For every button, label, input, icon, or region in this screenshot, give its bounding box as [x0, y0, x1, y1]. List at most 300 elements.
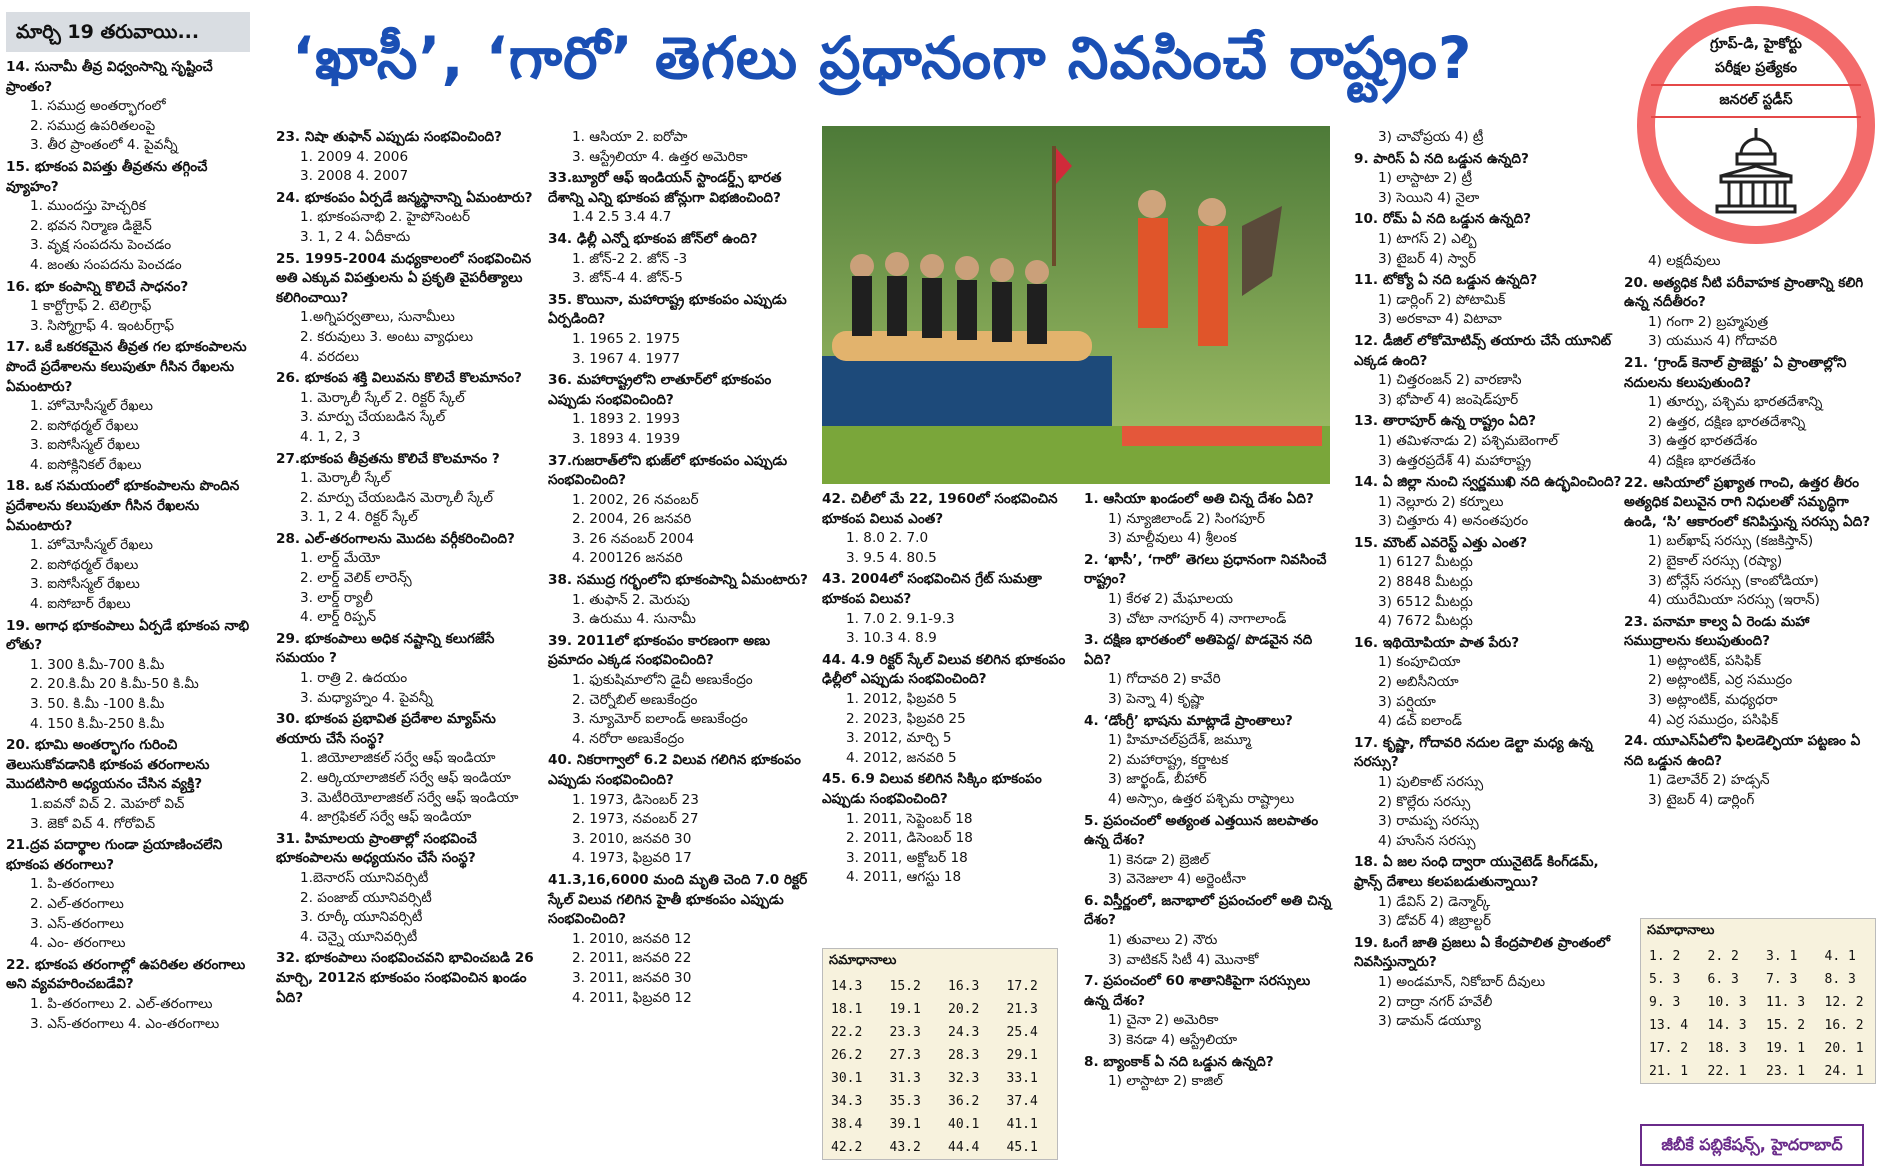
option-text: 3) మాల్దీవులు 4) శ్రీలంక	[1108, 530, 1237, 547]
option-text: 2. ఐసోథర్మల్ రేఖలు	[30, 556, 139, 573]
question-text: 43. 2004లో సంభవించిన గ్రేట్ సుమత్రా భూకంప విలువ?	[822, 571, 1042, 607]
option-text: 3) పర్షియా	[1378, 693, 1436, 710]
option-text: 2. 20.కి.మీ 20 కి.మీ-50 కి.మీ	[30, 676, 199, 693]
question-text: 14. ఏ జిల్లా నుంచి స్వర్ణముఖి నది ఉద్భవించింది?	[1354, 474, 1622, 491]
option-text: 1. 7.0 2. 9.1-9.3	[846, 610, 955, 627]
question-text: 20. భూమి అంతర్భాగం గురించి తెలుసుకోవడానికి భూకంప తరంగాలను మొదటిసారి అధ్యయనం చేసిన వ్యక్తి?	[6, 737, 210, 793]
option-text: 4. నరోరా అణుకేంద్రం	[572, 730, 685, 747]
option-text: 2. 2011, జనవరి 22	[572, 950, 692, 967]
question-text: 19. ఓంగే జాతి ప్రజలు ఏ కేంద్రపాలిత ప్రాంతంలో నివసిస్తున్నారు?	[1354, 934, 1611, 971]
option-text: 1. 2009 4. 2006	[300, 148, 409, 165]
option-text: 2. ఆర్కియాలాజికల్ సర్వే ఆఫ్ ఇండియా	[300, 770, 511, 786]
answer-cell: 7. 3	[1766, 972, 1798, 987]
option-text: 1) టాగస్ 2) ఎల్బి	[1378, 230, 1477, 247]
option-text: 1.అగ్నిపర్వతాలు, సునామీలు	[300, 309, 455, 326]
option-text: 3) చోటా నాగపూర్ 4) నాగాలాండ్	[1108, 610, 1287, 627]
option-text: 2. సముద్ర ఉపరితలంపై	[30, 117, 156, 134]
option-text: 4. 200126 జనవరి	[572, 550, 683, 567]
answers-box-left	[822, 948, 1058, 1160]
answer-row	[1641, 991, 1875, 1014]
question-text: 18. ఒక సమయంలో భూకంపాలను పొందిన ప్రదేశాలను కలుపుతూ గీసిన రేఖలను ఏమంటారు?	[6, 478, 240, 534]
question-text: 44. 4.9 రిక్టర్ స్కేల్ విలువ కలిగిన భూకంపం ఢిల్లీలో ఎప్పుడు సంభవించింది?	[822, 651, 1066, 688]
question-text: 21.ద్రవ పదార్థాల గుండా ప్రయాణించలేని భూకంప తరంగాలు?	[6, 837, 223, 873]
question-item	[6, 956, 250, 1034]
answer-row	[1641, 1014, 1875, 1037]
question-item	[6, 736, 250, 834]
answer-row	[823, 1136, 1057, 1159]
question-item	[1084, 1053, 1334, 1092]
question-item	[1354, 534, 1630, 632]
question-item	[1354, 934, 1630, 1032]
option-text: 3) డోవర్ 4) జిబ్రాల్టర్	[1378, 913, 1491, 930]
answer-cell: 20. 1	[1824, 1041, 1864, 1056]
answer-cell: 17. 2	[1649, 1041, 1689, 1056]
question-item	[822, 770, 1072, 888]
option-text: 3. 2011, జనవరి 30	[572, 969, 692, 986]
question-item	[6, 278, 250, 337]
option-text: 1.బెనారస్ యూనివర్సిటీ	[300, 869, 429, 886]
option-text: 3. ఐసోసీస్మల్ రేఖలు	[30, 576, 140, 593]
answer-cell: 21.3	[1006, 1002, 1038, 1017]
option-text: 2. లార్డ్ వెలిక్ లారెన్స్	[300, 570, 412, 587]
option-text: 3. 50. కి.మీ -100 కి.మీ	[30, 696, 165, 712]
answer-cell: 28.3	[948, 1048, 980, 1063]
answer-cell: 44.4	[948, 1140, 980, 1155]
option-text: 3. ఎస్-తరంగాలు	[30, 915, 124, 932]
question-item	[1084, 972, 1334, 1050]
column-2	[276, 126, 538, 1008]
option-text: 3) జార్ఖండ్, బీహార్	[1108, 771, 1207, 788]
answer-cell: 45.1	[1006, 1140, 1038, 1155]
option-text: 1) డెలావేర్ 2) హడ్సన్	[1648, 772, 1770, 789]
answer-cell: 16. 2	[1824, 1018, 1864, 1033]
question-text: 15. భూకంప విపత్తు తీవ్రతను తగ్గించే వ్యూహం?	[6, 158, 208, 195]
option-text: 1) చైనా 2) అమెరికా	[1108, 1012, 1219, 1029]
question-text: 6. విస్తీర్ణంలో, జనాభాలో ప్రపంచంలో అతి చిన్న దేశం?	[1084, 892, 1332, 929]
option-text: 1) లాస్టాటా 2) కాజిల్	[1108, 1073, 1223, 1090]
question-text: 23. పనామా కాల్వ ఏ రెండు మహా సముద్రాలను కలుపుతుంది?	[1624, 613, 1810, 650]
answer-cell: 9. 3	[1649, 995, 1681, 1010]
question-text: 34. ఢిల్లీ ఎన్నో భూకంప జోన్‌లో ఉంది?	[548, 230, 758, 247]
answer-cell: 18.1	[831, 1002, 863, 1017]
question-text: 25. 1995-2004 మధ్యకాలంలో సంభవించిన అతి ఎక్కువ విపత్తులను ఏ ప్రకృతి వైపరీత్యాలు కలిగించాయి?	[276, 250, 532, 306]
answer-cell: 34.3	[831, 1094, 863, 1109]
answer-cell: 6. 3	[1707, 972, 1739, 987]
option-text: 1) పులికాట్ సరస్సు	[1378, 774, 1484, 790]
answer-row	[823, 1044, 1057, 1067]
question-item	[548, 871, 814, 1008]
option-text: 1. మెర్కాలీ స్కేల్ 2. రిక్టర్ స్కేల్	[300, 389, 465, 406]
question-item	[822, 570, 1072, 648]
answers-title: సమాధానాలు	[1647, 923, 1715, 938]
option-text: 4) అస్సాం, ఉత్తర పశ్చిమ రాష్ట్రాలు	[1108, 790, 1295, 807]
capitol-building-icon	[1713, 124, 1799, 220]
option-text: 1. హోమోసీస్మల్ రేఖలు	[30, 537, 153, 554]
option-text: 1. 2002, 26 నవంబర్	[572, 491, 699, 508]
answer-cell: 43.2	[889, 1140, 921, 1155]
answer-cell: 23. 1	[1766, 1064, 1806, 1079]
answer-row	[823, 1021, 1057, 1044]
option-text: 3) కెనడా 4) ఆస్ట్రేలియా	[1108, 1032, 1238, 1049]
question-text: 22. భూకంప తరంగాల్లో ఉపరితల తరంగాలు అని వ్యవహరించబడేవి?	[6, 956, 246, 993]
option-text: 3. న్యూమోర్ ఐలాండ్ అణుకేంద్రం	[572, 711, 748, 728]
option-text: 3) అట్లాంటిక్, మధ్యధరా	[1648, 692, 1778, 709]
option-text: 1. మెర్కాలీ స్కేల్	[300, 470, 391, 487]
question-text: 20. అత్యధిక నీటి పరీవాహక ప్రాంతాన్ని కలిగి ఉన్న నదీతీరం?	[1624, 274, 1864, 311]
answer-cell: 15. 2	[1766, 1018, 1806, 1033]
question-item	[1624, 274, 1874, 352]
option-text: 1. 1893 2. 1993	[572, 411, 681, 428]
question-item	[548, 751, 814, 869]
option-text: 3. 10.3 4. 8.9	[846, 630, 937, 647]
answer-cell: 29.1	[1006, 1048, 1038, 1063]
option-text: 1. సముద్ర అంతర్భాగంలో	[30, 98, 166, 115]
question-item	[1624, 613, 1874, 731]
question-text: 10. రోమ్ ఏ నది ఒడ్డున ఉన్నది?	[1354, 211, 1532, 228]
option-text: 2. మార్పు చేయబడిన మెర్కాలీ స్కేల్	[300, 489, 493, 506]
question-item	[6, 338, 250, 475]
answer-cell: 12. 2	[1824, 995, 1864, 1010]
question-text: 18. ఏ జల సంధి ద్వారా యునైటెడ్ కింగ్‌డమ్, ఫ్రాన్స్ దేశాలు కలపబడుతున్నాయి?	[1354, 854, 1599, 890]
column-1	[6, 56, 250, 1034]
option-text: 4. జంతు సంపదను పెంచడం	[30, 256, 182, 273]
answer-row	[1641, 945, 1875, 968]
option-text: 1) కేరళ 2) మేఘాలయ	[1108, 590, 1234, 607]
option-text: 4. 150 కి.మీ-250 కి.మీ	[30, 715, 165, 732]
option-text: 2. పంజాబ్ యూనివర్సిటీ	[300, 889, 432, 906]
question-item	[1084, 490, 1334, 549]
question-item	[276, 369, 538, 447]
answer-cell: 37.4	[1006, 1094, 1038, 1109]
question-text: 36. మహారాష్ట్రలోని లాతూర్‌లో భూకంపం ఎప్పుడు సంభవించింది?	[548, 372, 772, 408]
answer-row	[1641, 968, 1875, 991]
option-text: 1) తూర్పు, పశ్చిమ భారతదేశాన్ని	[1648, 394, 1823, 411]
question-item	[548, 230, 814, 289]
option-text: 1. పి-తరంగాలు 2. ఎల్-తరంగాలు	[30, 995, 213, 1012]
answer-cell: 16.3	[948, 979, 980, 994]
question-text: 41.3,16,6000 మంది మృతి చెంది 7.0 రిక్టర్ స్కేల్ విలువ గలిగిన హైతీ భూకంపం ఎప్పుడు సంభవించింది?	[548, 871, 808, 928]
option-text: 2. కరువులు 3. అంటు వ్యాధులు	[300, 328, 474, 345]
option-text: 4) దక్షిణ భారతదేశం	[1648, 452, 1756, 469]
question-text: 9. పారిస్ ఏ నది ఒడ్డున ఉన్నది?	[1354, 150, 1529, 167]
option-text: 1) న్యూజిలాండ్ 2) సింగపూర్	[1108, 510, 1265, 527]
option-text: 2) దాద్రా నగర్ హవేలీ	[1378, 993, 1493, 1010]
option-text: 2) అట్లాంటిక్, ఎర్ర సముద్రం	[1648, 672, 1793, 689]
option-text: 3. లార్డ్ ర్యాలీ	[300, 589, 373, 606]
answer-cell: 18. 3	[1707, 1041, 1747, 1056]
option-text: 1) బల్‌ఖాష్ సరస్సు (కజకిస్తాన్)	[1648, 533, 1814, 550]
answer-row	[1641, 1060, 1875, 1083]
option-text: 4. 2011, ఆగస్టు 18	[846, 869, 962, 886]
column-7	[1624, 250, 1874, 811]
question-text: 4. ‘డోంగ్రీ’ భాషను మాట్లాడే ప్రాంతాలు?	[1084, 712, 1293, 729]
option-text: 4. 2012, జనవరి 5	[846, 749, 957, 766]
answer-cell: 8. 3	[1824, 972, 1856, 987]
option-text: 3) వాటికన్ సిటీ 4) మొనాకో	[1108, 951, 1259, 968]
question-item	[1354, 271, 1630, 330]
option-text: 1. రాత్రి 2. ఉదయం	[300, 670, 408, 687]
question-text: 16. ఇథియోపియా పాత పేరు?	[1354, 634, 1520, 651]
option-text: 1) అండమాన్, నికోబార్ దీవులు	[1378, 973, 1546, 990]
option-text: 1) అట్లాంటిక్, పసిఫిక్	[1648, 652, 1761, 669]
question-item	[1084, 712, 1334, 810]
option-text: 2) కొల్లేరు సరస్సు	[1378, 793, 1471, 810]
option-text: 2. ఎల్-తరంగాలు	[30, 895, 124, 912]
question-text: 28. ఎల్-తరంగాలను మొదట వర్గీకరించింది?	[276, 530, 515, 547]
option-text: 3) వెనెజులా 4) అర్జెంటీనా	[1108, 871, 1246, 888]
question-item	[276, 450, 538, 528]
question-item	[276, 830, 538, 948]
publisher-label: జీబీకే పబ్లికేషన్స్, హైదరాబాద్	[1640, 1124, 1864, 1166]
answer-cell: 20.2	[948, 1002, 980, 1017]
option-text: 3. మధ్యాహ్నం 4. పైవన్నీ	[300, 689, 433, 706]
question-item	[276, 189, 538, 248]
option-text: 1) తువాలు 2) నౌరు	[1108, 932, 1218, 949]
option-text: 4) ఎర్ర సముద్రం, పసిఫిక్	[1648, 711, 1779, 728]
question-item	[6, 477, 250, 614]
option-text: 4. చెన్నై యూనివర్సిటీ	[300, 928, 418, 945]
option-text: 4. ఎం- తరంగాలు	[30, 935, 126, 952]
question-item	[1084, 892, 1334, 970]
answers-table-right	[1641, 945, 1875, 1083]
answer-cell: 21. 1	[1649, 1064, 1689, 1079]
option-text: 1. జోన్-2 2. జోన్ -3	[572, 250, 688, 267]
option-text: 2. భవన నిర్మాణ డిజైన్	[30, 217, 152, 234]
option-text: 3. ఆస్ట్రేలియా 4. ఉత్తర అమెరికా	[572, 148, 748, 165]
option-text: 3. 1, 2 4. ఏదీకాదు	[300, 228, 411, 245]
option-text: 1) లాస్టాటా 2) ట్రీ	[1378, 170, 1473, 187]
question-text: 13. తారాపూర్ ఉన్న రాష్ట్రం ఏది?	[1354, 413, 1537, 430]
option-text: 1. 300 కి.మీ-700 కి.మీ	[30, 656, 165, 673]
question-text: 7. ప్రపంచంలో 60 శాతానికిపైగా సరస్సులు ఉన్న దేశం?	[1084, 973, 1311, 1009]
answer-cell: 11. 3	[1766, 995, 1806, 1010]
column-6	[1354, 126, 1630, 1032]
option-text: 4. ఐసోబార్ రేఖలు	[30, 596, 131, 613]
option-text: 1. భూకంపనాభి 2. హైపోసెంటర్	[300, 209, 471, 226]
tribal-dance-photo	[822, 126, 1330, 484]
option-text: 3) టైబర్ 4) డార్లింగ్	[1648, 792, 1755, 809]
option-text: 3) ఉత్తర భారతదేశం	[1648, 433, 1758, 450]
question-text: 24. యూఎస్ఏలోని ఫిలడెల్ఫియా పట్టణం ఏ నది ఒడ్డున ఉంది?	[1624, 733, 1861, 769]
answer-cell: 17.2	[1006, 979, 1038, 994]
option-text: 2) మహారాష్ట్ర, కర్ణాటక	[1108, 751, 1229, 768]
answer-cell: 19.1	[889, 1002, 921, 1017]
question-text: 12. డీజిల్ లోకోమోటివ్స్ తయారు చేసే యూనిట్ ఎక్కడ ఉంది?	[1354, 332, 1612, 369]
option-text: 4. లార్డ్ రిప్పన్	[300, 609, 377, 626]
question-text: 8. బ్యాంకాక్ ఏ నది ఒడ్డున ఉన్నది?	[1084, 1053, 1274, 1070]
answer-row	[823, 1090, 1057, 1113]
option-text: 3. ఐసోసీస్మల్ రేఖలు	[30, 437, 140, 454]
option-text: 3. 2011, అక్టోబర్ 18	[846, 849, 968, 866]
exam-badge	[1637, 6, 1875, 244]
column-3	[548, 126, 814, 1008]
option-text: 3) చావోప్రయ 4) ట్రీ	[1378, 129, 1484, 145]
answer-cell: 42.2	[831, 1140, 863, 1155]
option-text: 1. 2010, జనవరి 12	[572, 930, 692, 947]
answers-box-right	[1640, 918, 1876, 1084]
option-text: 1) నెల్లూరు 2) కర్నూలు	[1378, 493, 1504, 510]
answers-title: సమాధానాలు	[829, 953, 897, 968]
option-text: 2. 1973, నవంబర్ 27	[572, 811, 699, 828]
question-item	[276, 250, 538, 368]
answer-cell: 25.4	[1006, 1025, 1038, 1040]
option-text: 1. 8.0 2. 7.0	[846, 530, 929, 547]
question-item	[6, 58, 250, 156]
answer-row	[823, 998, 1057, 1021]
answer-cell: 22. 1	[1707, 1064, 1747, 1079]
question-item	[1354, 128, 1630, 148]
badge-line3: జనరల్ స్టడీస్	[1719, 92, 1793, 108]
option-text: 3) సెయిని 4) నైలా	[1378, 189, 1480, 206]
answer-cell: 10. 3	[1707, 995, 1747, 1010]
badge-line1: గ్రూప్-డి, హైకోర్టు	[1710, 36, 1802, 52]
option-text: 1) తమిళనాడు 2) పశ్చిమబెంగాల్	[1378, 432, 1558, 449]
option-text: 1.ఐవనో విచ్ 2. మెహరో విచ్	[30, 795, 185, 812]
question-item	[822, 651, 1072, 769]
question-text: 45. 6.9 విలువ కలిగిన సిక్కిం భూకంపం ఎప్పుడు సంభవించింది?	[822, 771, 1042, 807]
option-text: 4. 1, 2, 3	[300, 428, 361, 445]
answer-cell: 15.2	[889, 979, 921, 994]
option-text: 1. జియోలాజికల్ సర్వే ఆఫ్ ఇండియా	[300, 750, 496, 767]
question-item	[548, 128, 814, 167]
question-text: 11. టోక్యో ఏ నది ఒడ్డున ఉన్నది?	[1354, 272, 1538, 289]
option-text: 2. 2023, ఫిబ్రవరి 25	[846, 710, 966, 727]
question-item	[1084, 812, 1334, 890]
option-text: 4. ఐసోక్లినికల్ రేఖలు	[30, 456, 142, 473]
option-text: 1) డార్లింగ్ 2) పోటామిక్	[1378, 291, 1506, 308]
option-text: 3. మార్పు చేయబడిన స్కేల్	[300, 409, 446, 426]
option-text: 2) అబిసీనియా	[1378, 674, 1459, 691]
question-text: 23. నిషా తుఫాన్ ఎప్పుడు సంభవించింది?	[276, 129, 502, 145]
option-text: 1. 2011, సెప్టెంబర్ 18	[846, 810, 973, 827]
question-text: 29. భూకంపాలు అధిక నష్టాన్ని కలుగజేసే సమయం ?	[276, 630, 495, 667]
answer-cell: 39.1	[889, 1117, 921, 1132]
page-headline: ‘ఖాసీ’, ‘గారో’ తెగలు ప్రధానంగా నివసించే రాష్ట్రం?	[292, 24, 1473, 92]
question-text: 27.భూకంప తీవ్రతను కొలిచే కొలమానం ?	[276, 450, 500, 467]
option-text: 2) బైకాల్ సరస్సు (రష్యా)	[1648, 552, 1783, 569]
option-text: 3) పెన్నా 4) కృష్ణా	[1108, 690, 1205, 707]
option-text: 2. 2004, 26 జనవరి	[572, 511, 692, 528]
option-text: 1) డేవిస్ 2) డెన్మార్క్	[1378, 893, 1491, 910]
badge-line2: పరీక్షల ప్రత్యేకం	[1715, 60, 1797, 76]
question-item	[548, 371, 814, 449]
answer-cell: 14. 3	[1707, 1018, 1747, 1033]
option-text: 4) హుసేన సరస్సు	[1378, 832, 1476, 849]
answers-table-left	[823, 975, 1057, 1159]
question-text: 21. ‘గ్రాండ్ కెనాల్ ప్రాజెక్టు’ ఏ ప్రాంతాల్లోని నదులను కలుపుతుంది?	[1624, 354, 1847, 391]
answer-cell: 40.1	[948, 1117, 980, 1132]
option-text: 1. హోమోసీస్మల్ రేఖలు	[30, 398, 153, 415]
option-text: 3. వృక్ష సంపదను పెంచడం	[30, 237, 172, 254]
option-text: 3. 1, 2 4. రిక్టర్ స్కేల్	[300, 509, 418, 526]
option-text: 1. తుఫాన్ 2. మెరుపు	[572, 591, 690, 608]
option-text: 3. సిస్మోగ్రాఫ్ 4. ఇంటర్‌గ్రాఫ్	[30, 317, 175, 334]
option-text: 1) హిమాచల్‌ప్రదేశ్, జమ్మూ	[1108, 732, 1251, 749]
answer-cell: 4. 1	[1824, 949, 1856, 964]
option-text: 1. ఆసియా 2. ఐరోపా	[572, 129, 688, 145]
answer-cell: 35.3	[889, 1094, 921, 1109]
question-item	[1354, 210, 1630, 269]
question-text: 38. సముద్ర గర్భంలోని భూకంపాన్ని ఏమంటారు?	[548, 572, 808, 589]
option-text: 1. పి-తరంగాలు	[30, 876, 115, 893]
question-item	[1354, 734, 1630, 852]
question-text: 26. భూకంప శక్తి విలువను కొలిచే కొలమానం?	[276, 370, 522, 387]
question-text: 40. నికరాగ్వాలో 6.2 విలువ గలిగిన భూకంపం ఎప్పుడు సంభవించింది?	[548, 752, 801, 788]
option-text: 3. 9.5 4. 80.5	[846, 549, 937, 566]
option-text: 1. 1965 2. 1975	[572, 330, 681, 347]
question-item	[1354, 150, 1630, 209]
option-text: 1. లార్డ్ మేయో	[300, 550, 381, 567]
option-text: 1) గంగా 2) బ్రహ్మపుత్ర	[1648, 313, 1769, 330]
answer-row	[1641, 1037, 1875, 1060]
option-text: 1) కెనడా 2) బ్రెజిల్	[1108, 851, 1210, 868]
question-item	[6, 158, 250, 276]
option-text: 3) టైబర్ 4) స్వార్	[1378, 250, 1476, 267]
section-tag: మార్చి 19 తరువాయి...	[6, 12, 250, 52]
option-text: 3. 2008 4. 2007	[300, 168, 409, 185]
question-item	[548, 169, 814, 228]
answer-cell: 33.1	[1006, 1071, 1038, 1086]
question-item	[822, 490, 1072, 568]
option-text: 1) చిత్తరంజన్ 2) వారణాసి	[1378, 372, 1522, 389]
answer-cell: 23.3	[889, 1025, 921, 1040]
question-text: 16. భూ కంపాన్ని కొలిచే సాధనం?	[6, 278, 189, 295]
option-text: 2) 8848 మీటర్లు	[1378, 574, 1473, 591]
question-text: 37.గుజరాత్‌లోని భుజ్‌లో భూకంపం ఎప్పుడు సంభవించింది?	[548, 452, 788, 489]
question-item	[276, 630, 538, 708]
option-text: 1.4 2.5 3.4 4.7	[572, 209, 672, 226]
option-text: 1. 2012, ఫిబ్రవరి 5	[846, 690, 958, 707]
answer-cell: 5. 3	[1649, 972, 1681, 987]
option-text: 1) గోదావరి 2) కావేరి	[1108, 671, 1221, 688]
option-text: 1) కంపూచియా	[1378, 654, 1461, 671]
option-text: 3) అరకావా 4) విటావా	[1378, 311, 1502, 328]
answer-cell: 38.4	[831, 1117, 863, 1132]
question-item	[276, 710, 538, 828]
question-item	[276, 530, 538, 628]
question-item	[276, 128, 538, 187]
question-text: 3. దక్షిణ భారతంలో అతిపెద్ద/ పొడవైన నది ఏది?	[1084, 632, 1313, 668]
answer-cell: 2. 2	[1707, 949, 1739, 964]
question-text: 42. చిలీలో మే 22, 1960లో సంభవించిన భూకంప విలువ ఎంత?	[822, 491, 1058, 527]
question-item	[6, 617, 250, 735]
question-item	[1354, 332, 1630, 410]
option-text: 2. ఐసోథర్మల్ రేఖలు	[30, 417, 139, 434]
question-item	[1624, 474, 1874, 611]
question-text: 24. భూకంపం ఏర్పడే జన్మస్థానాన్ని ఏమంటారు?	[276, 189, 533, 206]
option-text: 3) ఉత్తరప్రదేశ్ 4) మహారాష్ట్ర	[1378, 452, 1532, 469]
option-text: 3. తీర ప్రాంతంలో 4. పైవన్నీ	[30, 137, 178, 154]
question-text: 31. హిమాలయ ప్రాంతాల్లో సంభవించే భూకంపాలను అధ్యయనం చేసే సంస్థ?	[276, 830, 477, 867]
option-text: 3. 26 నవంబర్ 2004	[572, 530, 695, 547]
answer-cell: 41.1	[1006, 1117, 1038, 1132]
question-text: 30. భూకంప ప్రభావిత ప్రదేశాల మ్యాప్‌ను తయారు చేసే సంస్థ?	[276, 711, 496, 747]
answer-row	[823, 1113, 1057, 1136]
question-item	[1624, 354, 1874, 472]
option-text: 3. 2010, జనవరి 30	[572, 830, 692, 847]
question-text: 32. భూకంపాలు సంభవించవని భావించబడి 26 మార్చి, 2012న భూకంపం సంభవించిన ఖండం ఏది?	[276, 950, 534, 1006]
column-5	[1084, 488, 1334, 1092]
option-text: 1) 6127 మీటర్లు	[1378, 554, 1473, 571]
question-text: 35. కొయినా, మహారాష్ట్ర భూకంపం ఎప్పుడు ఏర్పడింది?	[548, 291, 787, 328]
option-text: 2. చెర్నోబిల్ అణుకేంద్రం	[572, 691, 698, 708]
question-item	[1084, 551, 1334, 629]
option-text: 4) లక్షదీవులు	[1648, 253, 1721, 269]
option-text: 2. 2011, డిసెంబర్ 18	[846, 830, 973, 847]
option-text: 3. 1967 4. 1977	[572, 350, 681, 367]
option-text: 1 కార్టోగ్రాఫ్ 2. టెలిగ్రాఫ్	[30, 298, 152, 315]
question-item	[1084, 631, 1334, 709]
